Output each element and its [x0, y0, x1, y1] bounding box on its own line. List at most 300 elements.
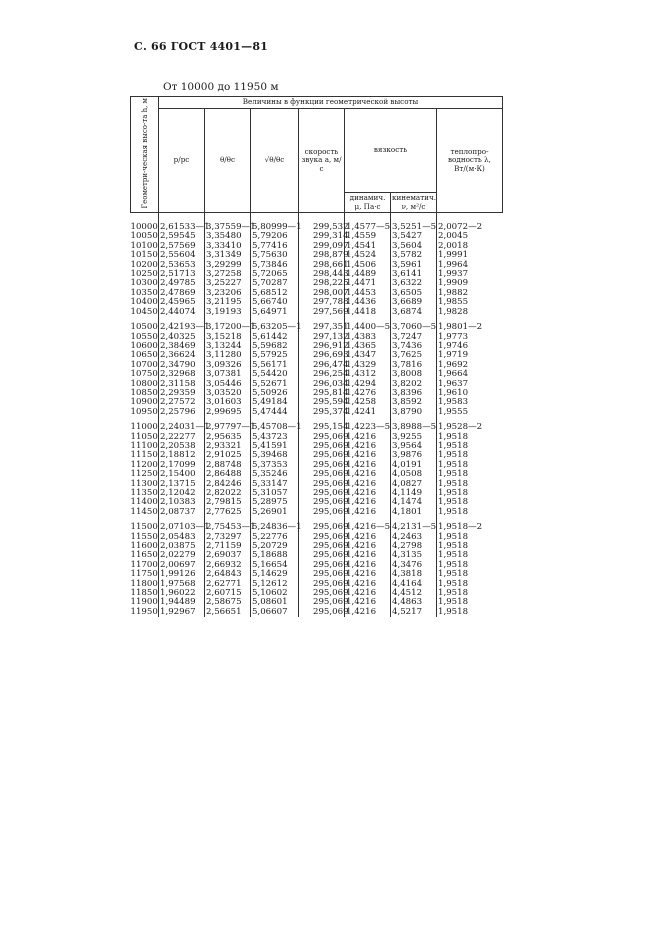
value-cell: 1,4294: [345, 380, 391, 389]
value-cell: 3,27258: [205, 270, 251, 279]
value-cell: 3,23206: [205, 289, 251, 298]
value-cell: 2,71159: [205, 542, 251, 551]
value-cell: 5,16654: [251, 561, 299, 570]
value-cell: 2,15400: [159, 470, 205, 479]
value-cell: 5,14629: [251, 570, 299, 579]
value-cell: 296,254: [299, 370, 345, 379]
value-cell: 5,39468: [251, 451, 299, 460]
value-cell: 1,4418: [345, 308, 391, 317]
altitude-cell: 10750: [130, 369, 158, 380]
value-cell: 1,4400—5: [346, 322, 391, 333]
altitude-cell: 11050: [130, 431, 158, 442]
value-cell: 1,9964: [437, 261, 503, 270]
value-cell: 1,4216: [345, 451, 391, 460]
value-cell: 1,4577—5: [345, 213, 391, 233]
value-cell: 3,7247: [391, 333, 437, 342]
value-cell: 1,9518: [437, 589, 503, 598]
value-cell: 5,80999—1: [251, 213, 299, 233]
value-cell: 1,4436: [345, 298, 391, 307]
value-cell: 2,13715: [159, 480, 205, 489]
value-cell: 1,9583: [437, 398, 503, 407]
value-cell: 1,94489: [159, 598, 205, 607]
value-cell: 2,93321: [205, 442, 251, 451]
altitude-cell: 11100: [130, 440, 158, 451]
value-cell: 1,4216: [345, 508, 391, 517]
value-cell: 2,25796: [159, 408, 205, 417]
altitude-cell: 10900: [130, 397, 158, 408]
value-cell: 1,4541: [345, 242, 391, 251]
value-cell: 2,20538: [159, 442, 205, 451]
value-cell: 1,4489: [345, 270, 391, 279]
value-cell: 297,569: [299, 308, 345, 317]
value-cell: 3,17200—1: [206, 322, 256, 333]
value-cell: 2,44074: [159, 308, 205, 317]
value-cell: 295,069: [299, 508, 345, 517]
value-cell: 5,56171: [251, 361, 299, 370]
value-cell: 1,4276: [345, 389, 391, 398]
value-cell: 3,7060—5: [392, 322, 437, 333]
value-cell: 297,351: [299, 323, 345, 332]
value-cell: 2,0045: [437, 232, 503, 241]
sqrt-ratio-header: √θ/θc: [251, 108, 299, 213]
altitude-cell: 10850: [130, 387, 158, 398]
value-cell: 3,8202: [391, 380, 437, 389]
value-cell: 3,03520: [205, 389, 251, 398]
value-cell: 1,4216: [345, 533, 391, 542]
value-cell: 295,069: [299, 480, 345, 489]
altitude-cell: 10700: [130, 359, 158, 370]
atmosphere-table: [130, 96, 503, 617]
altitude-cell: 11200: [130, 459, 158, 470]
value-cell: 2,12042: [159, 489, 205, 498]
value-cell: 2,22277: [159, 433, 205, 442]
value-cell: 1,9518: [437, 451, 503, 460]
value-cell: 1,97568: [159, 580, 205, 589]
value-cell: 1,9518: [437, 461, 503, 470]
value-cell: 3,01603: [205, 398, 251, 407]
value-cell: 1,4453: [345, 289, 391, 298]
thermal-conductivity-header: теплопро-водность λ, Вт/(м·К): [437, 108, 503, 213]
value-cell: 3,5961: [391, 261, 437, 270]
value-cell: 295,069: [299, 451, 345, 460]
viscosity-group-header: вязкость: [345, 108, 437, 193]
value-cell: 3,5604: [391, 242, 437, 251]
value-cell: 295,069: [299, 580, 345, 589]
value-cell: 3,37559—1: [205, 213, 251, 233]
value-cell: 5,06607: [251, 608, 299, 617]
value-cell: 2,91025: [205, 451, 251, 460]
value-cell: 2,58675: [205, 598, 251, 607]
value-cell: 1,4216—5: [346, 522, 391, 533]
value-cell: 5,33147: [251, 480, 299, 489]
value-cell: 295,069: [299, 608, 345, 617]
value-cell: 1,9719: [437, 351, 503, 360]
value-cell: 298,661: [299, 261, 345, 270]
value-cell: 2,60715: [205, 589, 251, 598]
value-cell: 1,9518: [437, 442, 503, 451]
value-cell: 5,61442: [251, 333, 299, 342]
value-cell: 298,007: [299, 289, 345, 298]
value-cell: 5,79206: [251, 232, 299, 241]
value-cell: 3,5427: [391, 232, 437, 241]
value-cell: 295,814: [299, 389, 345, 398]
altitude-cell: 10250: [130, 269, 158, 280]
value-cell: 2,79815: [205, 498, 251, 507]
value-cell: 5,66740: [251, 298, 299, 307]
value-cell: 1,4329: [345, 361, 391, 370]
value-cell: 5,54420: [251, 370, 299, 379]
value-cell: 2,99695: [205, 408, 251, 417]
altitude-cell: 11450: [130, 506, 158, 517]
altitude-cell: 11300: [130, 478, 158, 489]
value-cell: 5,37353: [251, 461, 299, 470]
value-cell: 3,25227: [205, 279, 251, 288]
value-cell: 2,61533—1: [159, 213, 205, 233]
value-cell: 1,9518: [437, 498, 503, 507]
value-cell: 5,63205—1: [252, 322, 302, 333]
value-cell: 1,4216: [345, 580, 391, 589]
value-cell: 5,20729: [251, 542, 299, 551]
value-cell: 2,82022: [205, 489, 251, 498]
value-cell: 3,6322: [391, 279, 437, 288]
value-cell: 2,56651: [205, 608, 251, 617]
value-cell: 3,8396: [391, 389, 437, 398]
value-cell: 5,47444: [251, 408, 299, 417]
value-cell: 1,9610: [437, 389, 503, 398]
value-cell: 1,9518: [437, 570, 503, 579]
value-cell: 4,2463: [391, 533, 437, 542]
altitude-cell: 10650: [130, 350, 158, 361]
value-cell: 5,50926: [251, 389, 299, 398]
value-cell: 1,4365: [345, 342, 391, 351]
altitude-cell: 10950: [130, 406, 158, 417]
value-cell: 5,12612: [251, 580, 299, 589]
value-cell: 3,19193: [205, 308, 251, 317]
value-cell: 1,9855: [437, 298, 503, 307]
value-cell: 296,034: [299, 380, 345, 389]
value-cell: 5,26901: [251, 508, 299, 517]
value-cell: 295,069: [299, 442, 345, 451]
value-cell: 1,4383: [345, 333, 391, 342]
altitude-cell: 10150: [130, 250, 158, 261]
value-cell: 1,4216: [345, 570, 391, 579]
value-cell: 3,33410: [205, 242, 251, 251]
value-cell: 1,99126: [159, 570, 205, 579]
value-cell: 1,9518: [437, 533, 503, 542]
temperature-ratio-header: θ/θc: [205, 108, 251, 213]
value-cell: 1,4216: [345, 498, 391, 507]
value-cell: 2,45965: [159, 298, 205, 307]
value-cell: 1,4471: [345, 279, 391, 288]
value-cell: 1,4216: [345, 433, 391, 442]
value-cell: 1,9518: [437, 542, 503, 551]
table-row: [131, 508, 503, 517]
value-cell: 295,594: [299, 398, 345, 407]
value-cell: 5,28975: [251, 498, 299, 507]
dynamic-viscosity-header: динамич. μ, Па·с: [345, 193, 391, 213]
value-cell: 2,38469: [159, 342, 205, 351]
value-cell: 295,069: [299, 470, 345, 479]
value-cell: 3,13244: [205, 342, 251, 351]
value-cell: 1,4241: [345, 408, 391, 417]
value-cell: 3,9564: [391, 442, 437, 451]
kinematic-viscosity-header: кинематич. ν, м²/с: [392, 193, 437, 211]
value-cell: 5,64971: [251, 308, 299, 317]
value-cell: 1,9518: [437, 508, 503, 517]
value-cell: 1,9518: [437, 580, 503, 589]
value-cell: 2,75453—1: [206, 522, 256, 533]
value-cell: 1,4216: [345, 470, 391, 479]
value-cell: 1,4524: [345, 251, 391, 260]
value-cell: 2,07103—1: [160, 522, 210, 533]
altitude-cell: 10100: [130, 240, 158, 251]
functions-group-header: Величины в функции геометрической высоты: [159, 97, 503, 109]
value-cell: 2,24031—1: [160, 422, 210, 433]
value-cell: 1,4347: [345, 351, 391, 360]
value-cell: 5,52671: [251, 380, 299, 389]
value-cell: 1,4216: [345, 489, 391, 498]
altitude-cell: 11250: [130, 469, 158, 480]
value-cell: 1,9909: [437, 279, 503, 288]
altitude-range-label: От 10000 до 11950 м: [163, 81, 279, 93]
value-cell: 3,9876: [391, 451, 437, 460]
altitude-cell: 11950: [130, 606, 158, 617]
value-cell: 296,693: [299, 351, 345, 360]
value-cell: 295,069: [299, 523, 345, 532]
altitude-cell: 10800: [130, 378, 158, 389]
altitude-cell: 10550: [130, 331, 158, 342]
value-cell: 2,32968: [159, 370, 205, 379]
value-cell: 2,03875: [159, 542, 205, 551]
value-cell: 4,1474: [391, 498, 437, 507]
value-cell: 2,0018: [437, 242, 503, 251]
value-cell: 2,36624: [159, 351, 205, 360]
value-cell: 4,3818: [391, 570, 437, 579]
value-cell: 1,9518: [437, 561, 503, 570]
value-cell: 4,2131—5: [392, 522, 437, 533]
value-cell: 295,069: [299, 489, 345, 498]
value-cell: 2,17099: [159, 461, 205, 470]
value-cell: 1,9773: [437, 333, 503, 342]
altitude-cell: 11850: [130, 588, 158, 599]
altitude-cell: 10400: [130, 297, 158, 308]
value-cell: 5,43723: [251, 433, 299, 442]
value-cell: 5,70287: [251, 279, 299, 288]
value-cell: 2,53653: [159, 261, 205, 270]
value-cell: 297,788: [299, 298, 345, 307]
value-cell: 2,77625: [205, 508, 251, 517]
value-cell: 3,8592: [391, 398, 437, 407]
value-cell: 2,40325: [159, 333, 205, 342]
value-cell: 295,069: [299, 433, 345, 442]
altitude-cell: 11650: [130, 550, 158, 561]
value-cell: 2,73297: [205, 533, 251, 542]
value-cell: 3,09326: [205, 361, 251, 370]
value-cell: 1,9518: [437, 608, 503, 617]
value-cell: 1,9528—2: [437, 423, 503, 432]
altitude-cell: 11700: [130, 559, 158, 570]
altitude-cell: 10500: [130, 322, 158, 333]
value-cell: 4,2798: [391, 542, 437, 551]
value-cell: 5,22776: [251, 533, 299, 542]
value-cell: 2,66932: [205, 561, 251, 570]
value-cell: 4,0827: [391, 480, 437, 489]
value-cell: 2,02279: [159, 551, 205, 560]
value-cell: 1,9664: [437, 370, 503, 379]
value-cell: 1,9518: [437, 489, 503, 498]
altitude-cell: 10600: [130, 340, 158, 351]
value-cell: 5,68512: [251, 289, 299, 298]
altitude-cell: 11600: [130, 541, 158, 552]
altitude-cell: 10000: [130, 222, 158, 233]
value-cell: 1,4506: [345, 261, 391, 270]
value-cell: 2,86488: [205, 470, 251, 479]
value-cell: 5,49184: [251, 398, 299, 407]
value-cell: 3,31349: [205, 251, 251, 260]
value-cell: 295,069: [299, 533, 345, 542]
value-cell: 1,9518: [437, 470, 503, 479]
value-cell: 298,225: [299, 279, 345, 288]
value-cell: 295,069: [299, 570, 345, 579]
value-cell: 1,96022: [159, 589, 205, 598]
value-cell: 5,35246: [251, 470, 299, 479]
value-cell: 2,69037: [205, 551, 251, 560]
value-cell: 2,49785: [159, 279, 205, 288]
value-cell: 4,0508: [391, 470, 437, 479]
value-cell: 4,5217: [391, 608, 437, 617]
value-cell: 1,9692: [437, 361, 503, 370]
value-cell: 5,24836—1: [252, 522, 302, 533]
value-cell: 2,34790: [159, 361, 205, 370]
value-cell: 4,4512: [391, 589, 437, 598]
value-cell: 5,08601: [251, 598, 299, 607]
value-cell: 299,532: [299, 213, 345, 233]
value-cell: 3,9255: [391, 433, 437, 442]
table-row: [131, 308, 503, 317]
altitude-cell: 11150: [130, 450, 158, 461]
value-cell: 5,72065: [251, 270, 299, 279]
value-cell: 298,443: [299, 270, 345, 279]
value-cell: 296,474: [299, 361, 345, 370]
value-cell: 3,05446: [205, 380, 251, 389]
value-cell: 1,92967: [159, 608, 205, 617]
value-cell: 298,879: [299, 251, 345, 260]
value-cell: 2,18812: [159, 451, 205, 460]
value-cell: 3,5782: [391, 251, 437, 260]
value-cell: 4,3135: [391, 551, 437, 560]
value-cell: 5,77416: [251, 242, 299, 251]
value-cell: 2,59545: [159, 232, 205, 241]
table-row: [131, 408, 503, 417]
value-cell: 1,9518: [437, 598, 503, 607]
value-cell: 2,29359: [159, 389, 205, 398]
value-cell: 295,069: [299, 589, 345, 598]
value-cell: 5,75630: [251, 251, 299, 260]
value-cell: 1,4216: [345, 480, 391, 489]
value-cell: 5,57925: [251, 351, 299, 360]
value-cell: 3,7816: [391, 361, 437, 370]
altitude-cell: 10450: [130, 306, 158, 317]
value-cell: 2,08737: [159, 508, 205, 517]
altitude-cell: 11400: [130, 497, 158, 508]
value-cell: 295,069: [299, 561, 345, 570]
value-cell: 5,41591: [251, 442, 299, 451]
value-cell: 4,4164: [391, 580, 437, 589]
value-cell: 3,7625: [391, 351, 437, 360]
pressure-ratio-header: p/pc: [159, 108, 205, 213]
value-cell: 1,4216: [345, 542, 391, 551]
value-cell: 3,7436: [391, 342, 437, 351]
altitude-cell: 11000: [130, 422, 158, 433]
value-cell: 3,6141: [391, 270, 437, 279]
value-cell: 2,42193—1: [160, 322, 210, 333]
value-cell: 1,9801—2: [437, 323, 503, 332]
value-cell: 1,9882: [437, 289, 503, 298]
value-cell: 295,069: [299, 498, 345, 507]
value-cell: 1,4312: [345, 370, 391, 379]
value-cell: 1,4216: [345, 442, 391, 451]
value-cell: 2,31158: [159, 380, 205, 389]
altitude-cell: 10050: [130, 231, 158, 242]
altitude-cell: 11750: [130, 569, 158, 580]
value-cell: 2,47869: [159, 289, 205, 298]
value-cell: 3,6689: [391, 298, 437, 307]
value-cell: 2,51713: [159, 270, 205, 279]
value-cell: 2,57569: [159, 242, 205, 251]
altitude-cell: 10200: [130, 259, 158, 270]
value-cell: 3,11280: [205, 351, 251, 360]
value-cell: 1,9518—2: [437, 523, 503, 532]
value-cell: 1,4216: [345, 589, 391, 598]
value-cell: 3,6505: [391, 289, 437, 298]
value-cell: 2,27572: [159, 398, 205, 407]
value-cell: 3,29299: [205, 261, 251, 270]
value-cell: 295,069: [299, 551, 345, 560]
value-cell: 1,4216: [345, 561, 391, 570]
value-cell: 4,1801: [391, 508, 437, 517]
value-cell: 3,07381: [205, 370, 251, 379]
value-cell: 3,8988—5: [392, 422, 437, 433]
value-cell: 1,9555: [437, 408, 503, 417]
value-cell: 2,05483: [159, 533, 205, 542]
value-cell: 1,9518: [437, 433, 503, 442]
value-cell: 4,0191: [391, 461, 437, 470]
value-cell: 2,55604: [159, 251, 205, 260]
value-cell: 296,912: [299, 342, 345, 351]
value-cell: 1,4216: [345, 551, 391, 560]
value-cell: 2,88748: [205, 461, 251, 470]
value-cell: 2,97797—1: [206, 422, 256, 433]
value-cell: 2,0072—2: [437, 213, 503, 233]
value-cell: 4,4863: [391, 598, 437, 607]
value-cell: 1,4216: [345, 598, 391, 607]
value-cell: 3,15218: [205, 333, 251, 342]
value-cell: 1,4216: [345, 608, 391, 617]
altitude-cell: 11500: [130, 522, 158, 533]
value-cell: 3,8790: [391, 408, 437, 417]
value-cell: 295,069: [299, 461, 345, 470]
value-cell: 1,9637: [437, 380, 503, 389]
value-cell: 299,314: [299, 232, 345, 241]
value-cell: 1,9518: [437, 480, 503, 489]
value-cell: 1,4559: [345, 232, 391, 241]
altitude-cell: 11550: [130, 531, 158, 542]
value-cell: 1,9746: [437, 342, 503, 351]
altitude-cell: 11350: [130, 488, 158, 498]
altitude-cell: 11900: [130, 597, 158, 608]
value-cell: 4,3476: [391, 561, 437, 570]
table-body: [131, 213, 503, 618]
